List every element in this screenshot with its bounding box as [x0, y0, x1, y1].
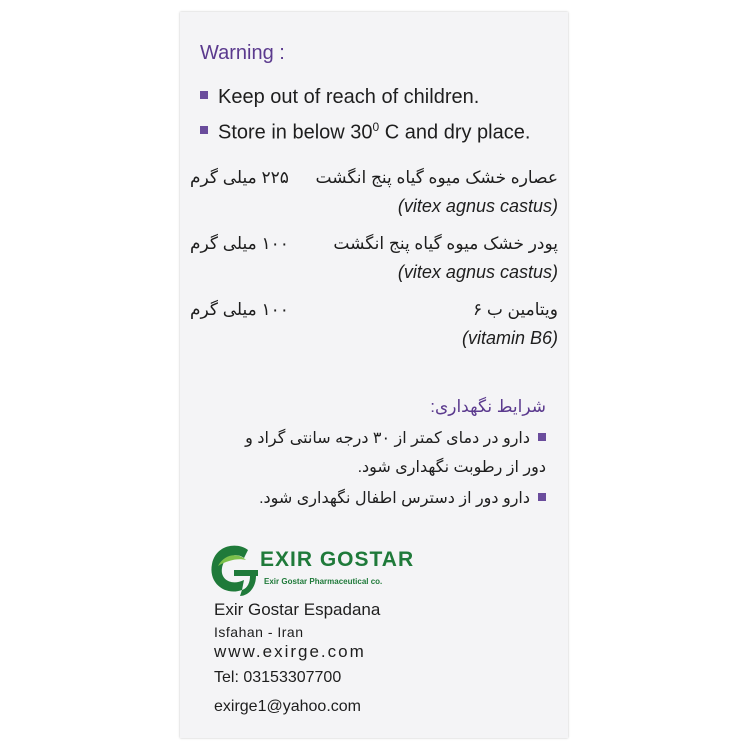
logo-wordmark: EXIR GOSTAR [260, 548, 415, 571]
company-email: exirge1@yahoo.com [214, 698, 361, 715]
warning-item: Store in below $30^0$ C and dry place. [200, 120, 530, 145]
company-tel: Tel: 03153307700 [214, 669, 342, 686]
company-city: Isfahan - Iran [214, 624, 304, 640]
ingredient-amount: ۱۰۰ میلی گرم [190, 234, 289, 253]
ingredient-name: عصاره خشک میوه گیاه پنج انگشت [315, 168, 558, 187]
ingredient-latin: (vitex agnus castus) [397, 196, 558, 216]
bullet-square-icon [538, 493, 546, 501]
ingredient-name: پودر خشک میوه گیاه پنج انگشت [333, 234, 558, 253]
storage-item: دارو در دمای کمتر از ۳۰ درجه سانتی گراد و دور از رطوبت نگهداری شود. [245, 430, 546, 476]
bullet-square-icon [200, 126, 208, 134]
company-name: Exir Gostar Espadana [214, 600, 381, 619]
leaf-logo-icon [204, 540, 264, 600]
company-website: www.exirge.com [214, 642, 366, 661]
ingredient-latin: (vitamin B6) [461, 328, 558, 348]
ingredient-latin: (vitex agnus castus) [397, 262, 558, 282]
logo-subtitle: Exir Gostar Pharmaceutical co. [264, 577, 383, 586]
ingredient-amount: ۱۰۰ میلی گرم [190, 300, 289, 319]
warning-item: Keep out of reach of children. [200, 86, 479, 109]
storage-item: دارو دور از دسترس اطفال نگهداری شود. [226, 484, 546, 513]
ingredient-item [190, 234, 558, 283]
ingredient-item [190, 300, 558, 349]
bullet-square-icon [200, 91, 208, 99]
package-panel [180, 12, 568, 738]
bullet-square-icon [538, 433, 546, 441]
ingredient-amount: ۲۲۵ میلی گرم [190, 168, 289, 187]
ingredient-item [190, 168, 558, 217]
company-logo [204, 540, 434, 600]
storage-title: شرایط نگهداری: [430, 397, 546, 416]
ingredient-name: ویتامین ب ۶ [472, 300, 558, 319]
warning-title: Warning : [200, 42, 285, 64]
